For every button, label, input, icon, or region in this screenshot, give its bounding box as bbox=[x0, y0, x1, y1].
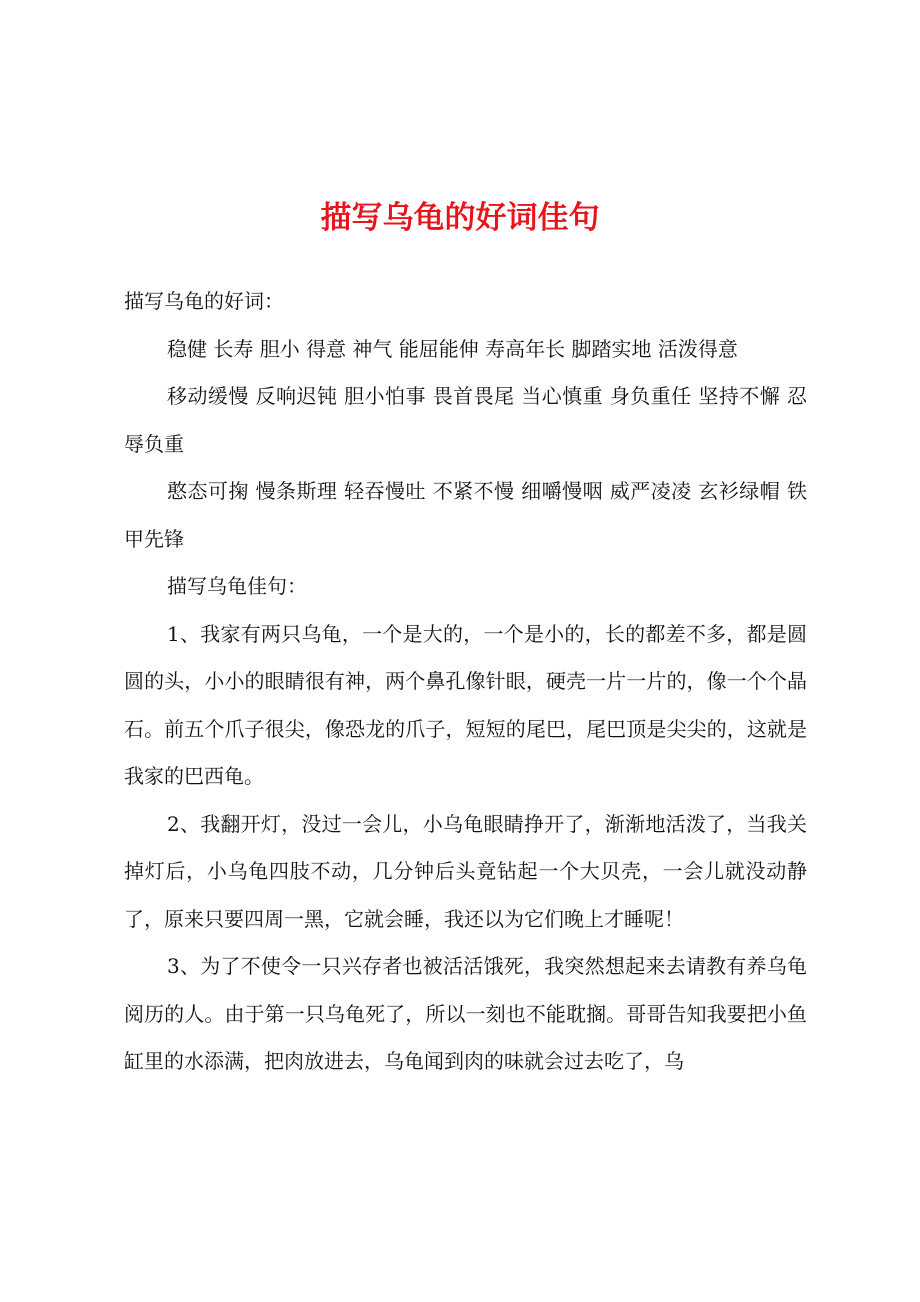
document-body bbox=[124, 278, 807, 1086]
sentence-paragraph-1: 1、我家有两只乌龟，一个是大的，一个是小的，长的都差不多，都是圆圆的头，小小的眼睛很有神，两个鼻孔像针眼，硬壳一片一片的，像一个个晶石。前五个爪子很尖，像恐龙的爪子，短短的尾巴，尾巴顶是尖尖的，这就是我家的巴西龟。 bbox=[124, 621, 807, 788]
section-heading-sentences: 描写乌龟佳句： bbox=[167, 574, 307, 598]
word-list-group-2: 移动缓慢 反响迟钝 胆小怕事 畏首畏尾 当心慎重 身负重任 坚持不懈 忍辱负重 bbox=[124, 384, 807, 456]
word-list-group-3: 憨态可掬 慢条斯理 轻吞慢吐 不紧不慢 细嚼慢咽 威严凌凌 玄衫绿帽 铁甲先锋 bbox=[124, 479, 807, 551]
section-heading-words: 描写乌龟的好词： bbox=[124, 289, 284, 313]
sentence-paragraph-2: 2、我翻开灯，没过一会儿，小乌龟眼睛挣开了，渐渐地活泼了，当我关掉灯后，小乌龟四肢不动，几分钟后头竟钻起一个大贝壳，一会儿就没动静了，原来只要四周一黑，它就会睡，我还以为它们晚上才睡呢！ bbox=[124, 811, 807, 931]
word-list-group-1: 稳健 长寿 胆小 得意 神气 能屈能伸 寿高年长 脚踏实地 活泼得意 bbox=[167, 336, 738, 361]
document-title: 描写乌龟的好词佳句 bbox=[320, 200, 600, 236]
sentence-paragraph-3: 3、为了不使令一只兴存者也被活活饿死，我突然想起来去请教有养乌龟阅历的人。由于第一只乌龟死了，所以一刻也不能耽搁。哥哥告知我要把小鱼缸里的水添满，把肉放进去，乌龟闻到肉的味就会过去吃了，乌 bbox=[124, 954, 807, 1073]
